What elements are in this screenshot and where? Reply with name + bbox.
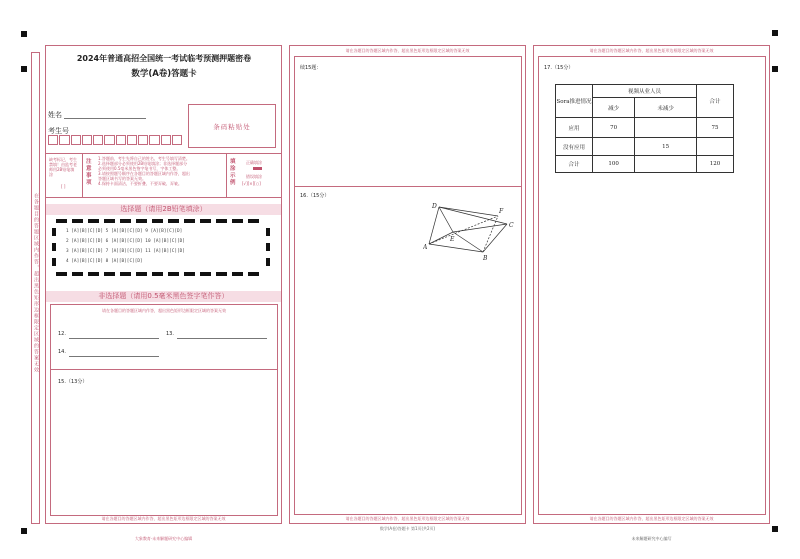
nonchoice-header: 非选择题（请用0.5毫米黑色签字笔作答） [46, 291, 281, 302]
middle-answer-panel [289, 45, 526, 524]
figure-label: C [509, 222, 514, 229]
exam-no-label: 考生号 [48, 127, 69, 135]
q13-answer-line[interactable] [177, 338, 267, 339]
alignment-mark [21, 31, 27, 37]
alignment-mark [772, 526, 778, 532]
fill-wrong-sample: [√][×][○] [242, 181, 261, 186]
figure-label: A [423, 244, 428, 251]
table-corner: Sora推进情况 [556, 85, 593, 118]
left-answer-panel [45, 45, 282, 524]
footer-right: 未来解题研究中心编写 [631, 536, 672, 541]
q14-label: 14. [58, 349, 66, 355]
table-row: 没有应用 15 [556, 138, 734, 156]
q17-table [555, 84, 734, 173]
choice-row[interactable]: 1 [A][B][C][D] 5 [A][B][C][D] 9 [A][B][C][D] [66, 229, 183, 234]
page-title: 2024年普通高招全国统一考试临考预测押题密卷 [76, 54, 252, 63]
left-bottom-notice: 请在各题目的答题区域内作答，超出黑色矩形边框限定区域的答案无效 [101, 516, 226, 521]
right-inner-area [538, 56, 766, 515]
side-strip [31, 52, 40, 524]
q16-answer-area[interactable] [297, 267, 519, 507]
right-answer-panel [533, 45, 770, 524]
q15-answer-area[interactable] [53, 390, 275, 510]
q16-label: 16.（15分） [300, 193, 330, 199]
middle-top-notice: 请在各题目的答题区域内作答，超出黑色矩形边框限定区域的答案无效 [345, 48, 470, 53]
q17-label: 17.（15分） [544, 65, 574, 71]
fill-correct-sample [253, 167, 262, 170]
q15-continued-area[interactable] [297, 75, 519, 183]
table-sub-header: 减少 [593, 98, 635, 118]
teacher-note: 缺考标记，考生禁填！由监考老师用2B铅笔填涂 [49, 157, 77, 177]
figure-label: D [432, 203, 437, 210]
figure-label: B [483, 255, 488, 262]
alignment-mark [772, 30, 778, 36]
right-bottom-notice: 请在各题目的答题区域内作答，超出黑色矩形边框限定区域的答案无效 [589, 516, 714, 521]
side-strip-text: 在各题目的答题区域内作答，超出黑色矩形边框限定区域的答案无效 [33, 193, 39, 373]
fill-correct-label: 正确填涂 [246, 160, 262, 165]
q16-geometry-figure [423, 202, 518, 262]
right-top-notice: 请在各题目的答题区域内作答，超出黑色矩形边框限定区域的答案无效 [589, 48, 714, 53]
barcode-label: 条码粘贴处 [213, 123, 251, 131]
q14-answer-line[interactable] [69, 356, 159, 357]
choice-header: 选择题（请用2B铅笔填涂） [46, 204, 281, 215]
fill-example-title: 填涂示例 [230, 159, 236, 186]
figure-label: F [499, 208, 504, 215]
q13-label: 13. [166, 331, 174, 337]
page-subtitle: 数学(A卷)答题卡 [131, 69, 197, 79]
choice-row[interactable]: 2 [A][B][C][D] 6 [A][B][C][D] 10 [A][B][C][D] [66, 239, 185, 244]
q12-label: 12. [58, 331, 66, 337]
q17-answer-area[interactable] [541, 187, 763, 507]
table-total-header: 合计 [697, 85, 734, 118]
fill-wrong-label: 错误填涂 [246, 174, 262, 179]
table-sub-header: 未减少 [635, 98, 697, 118]
notice-title: 注意事项 [86, 159, 92, 186]
footer-middle: 数学(A卷)答题卡 第1页(共2页) [379, 526, 436, 531]
alignment-mark [772, 66, 778, 72]
q15-label: 15.（13分） [58, 379, 88, 385]
middle-bottom-notice: 请在各题目的答题区域内作答，超出黑色矩形边框限定区域的答案无效 [345, 516, 470, 521]
middle-inner-area [294, 56, 522, 515]
name-label: 姓名 [48, 111, 62, 119]
barcode-area [188, 104, 276, 148]
figure-label: E [450, 236, 455, 243]
q12-answer-line[interactable] [69, 338, 159, 339]
choice-grid [52, 218, 274, 280]
q15-continued-label: 续15题： [300, 65, 322, 71]
alignment-mark [21, 528, 27, 534]
nonchoice-area [50, 304, 278, 516]
footer-left: 大象教育·未来解题研究中心编辑 [134, 536, 193, 541]
exam-no-boxes[interactable] [48, 135, 182, 145]
table-row: 应用 70 75 [556, 118, 734, 138]
notice-list: 1.答题前，考生先将自己的姓名、考生号填写清楚。 2.选择题部分必须使用2B铅笔填涂；非选择题部分 必须使用0.5毫米黑色签字笔书写，字体工整。 3.请按照题号顺序在各题目的答题区域内作答，超出 答题区域书写的答案无效。 4.保持卡面清洁，不要折叠、不要弄破、弄皱。 [98, 156, 190, 186]
teacher-note-box[interactable]: [ ] [61, 184, 66, 189]
choice-row[interactable]: 3 [A][B][C][D] 7 [A][B][C][D] 11 [A][B][C][D] [66, 249, 185, 254]
nonchoice-notice: 请在各题目的答题区域内作答，超出黑色矩形边框限定区域的答案无效 [102, 308, 226, 313]
choice-row[interactable]: 4 [A][B][C][D] 8 [A][B][C][D] [66, 259, 143, 264]
name-field[interactable] [64, 118, 146, 119]
table-row: 合计 100 120 [556, 156, 734, 173]
alignment-mark [21, 66, 27, 72]
table-group-header: 视频从业人员 [593, 85, 697, 98]
